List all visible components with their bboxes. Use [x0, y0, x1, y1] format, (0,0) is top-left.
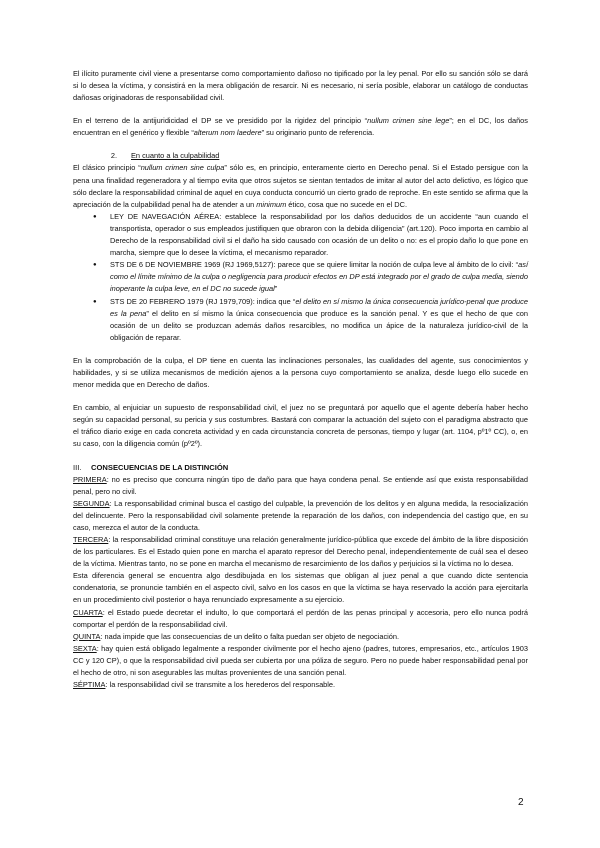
consequence-cuarta: CUARTA: el Estado puede decretar el indulto, lo que comportará el perdón de las penas principal y accesoria, pero ello nunca podrá comportar el perdón de la responsabilidad civil.	[73, 607, 528, 629]
consequence-quinta: QUINTA: nada impide que las consecuencias de un delito o falta puedan ser objeto de negociación.	[73, 631, 400, 641]
section-title: En cuanto a la culpabilidad	[131, 151, 220, 161]
consequence-tercera: TERCERA: la responsabilidad criminal constituye una relación generalmente jurídico-pública que excede del ámbito de la libre disposición de los particulares. Es el Estado quien pone en marcha el aparato represor del Derecho penal, independientemente de cuál sea el deseo de la víctima. Mientras tanto, no se pone en marcha el mecanismo de resarcimiento de los daños y perjuicios si la víctima no lo desea.	[73, 535, 528, 569]
section-heading-consecuencias	[73, 462, 528, 474]
page-number: 2	[518, 797, 524, 808]
consequence-segunda: SEGUNDA: La responsabilidad criminal busca el castigo del culpable, la prevención de los delitos y en alguna medida, la resocialización del delincuente. Pero la responsabilidad civil solamente pretende la reparación de los daños, con independencia del castigo que, en su caso, merezca el autor de la conducta.	[73, 498, 528, 532]
paragraph-ilicito-civil: El ilícito puramente civil viene a presentarse como comportamiento dañoso no tipificado por la ley penal. Por ello su sanción sólo se dará si lo desea la víctima, y consistirá en la mera obligación de resarcir. Ni es necesario, ni sería posible, elaborar un catálogo de conductas dañosas originadoras de responsabilidad civil.	[73, 69, 528, 103]
section-number: III.	[73, 462, 82, 472]
paragraph-comprobacion-culpa: En la comprobación de la culpa, el DP tiene en cuenta las inclinaciones personales, las cualidades del agente, sus conocimientos y habilidades, y si se utiliza mecanismos de medición ajenos a la persona cuyo comportamiento se analiza, desde luego ello sucede en menor medida que en Derecho de daños.	[73, 355, 528, 390]
list-item: ● LEY DE NAVEGACIÓN AÉREA: establece la responsabilidad por los daños deducidos de un accidente “aun cuando el transportista, operador o sus empleados justifiquen que obraron con la debida diligencia” (art.120). Poco importa en cambio al Derecho de la responsabilidad civil si el daño ha sido causado con ocasión de un delito o no: es el propio daño lo que pone en marcha, siempre que lo desee la víctima, el mecanismo reparador.	[73, 211, 528, 259]
consequence-sexta: SEXTA: hay quien está obligado legalmente a responder civilmente por el hecho ajeno (padres, tutores, empresarios, etc., artículos 1903 CC y 120 CP), o que la responsabilidad civil pueda ser cubierta por una póliza de seguro. Pero no puede haber responsabilidad penal por el hecho de otro, ni son asegurables las multas provenientes de una sanción penal.	[73, 643, 528, 678]
paragraph-antijuridicidad: En el terreno de la antijuridicidad el DP se ve presidido por la rigidez del principio “nullum crimen sine lege”; en el DC, los daños encuentran en el genérico y flexible “alterum nom laedere” su originario punto de referencia.	[73, 116, 528, 138]
consequence-septima: SÉPTIMA: la responsabilidad civil se transmite a los herederos del responsable.	[73, 680, 336, 690]
paragraph-juez-civil: En cambio, al enjuiciar un supuesto de responsabilidad civil, el juez no se preguntará por aquello que el agente debería haber hecho según su capacidad personal, su pericia y sus costumbres. Bastará con comparar la actuación del sujeto con el paradigma abstracto que el tráfico diario exige en cada concreta actividad y en cada circunstancia concreta de personas, tiempo y lugar (art. 1104, pº1º CC), o, en su caso, con la diligencia común (pº2º).	[73, 403, 528, 449]
list-item: ● STS DE 20 FEBRERO 1979 (RJ 1979,709): indica que “el delito en sí mismo la única consecuencia jurídico-penal que produce es la pena” el delito en sí mismo la única consecuencia que produce es la sanción penal. Y es que el hecho de que con ocasión de un delito se produzcan además daños resarcibles, no modifica un ápice de la naturaleza jurídico-civil de la obligación de reparar.	[73, 296, 528, 344]
section-heading-culpabilidad	[73, 150, 528, 162]
list-item: ● STS DE 6 DE NOVIEMBRE 1969 (RJ 1969,5127): parece que se quiere limitar la noción de culpa leve al ámbito de lo civil: “así como el límite mínimo de la culpa o negligencia para producir efectos en DP está integrado por el grado de culpa media, siendo inoperante la culpa leve, en el DC no sucede igual”	[73, 259, 528, 295]
document-page	[73, 68, 528, 691]
paragraph-principio-culpa: El clásico principio “nullum crimen sine culpa” sólo es, en principio, enteramente cierto en Derecho penal. Si el Estado persigue con la pena una finalidad regeneradora y al tiempo evita que otros sujetos se sientan tentados de imitar al autor del acto delictivo, es lógico que sólo declare la responsabilidad criminal de aquel en cuya conducta concurrió un cierto grado de reproche. En este sentido se afirma que la apreciación de la culpabilidad penal ha de atender a un minimum ético, cosa que no sucede en el DC.	[73, 163, 528, 209]
consequence-primera: PRIMERA: no es preciso que concurra ningún tipo de daño para que haya condena penal. Se entiende así que exista responsabilidad penal, pero no civil.	[73, 474, 528, 496]
section-number: 2.	[110, 151, 117, 161]
section-title: CONSECUENCIAS DE LA DISTINCIÓN	[91, 462, 229, 472]
jurisprudence-list	[73, 211, 528, 344]
paragraph-diferencia-general: Esta diferencia general se encuentra algo desdibujada en los sistemas que obligan al juez penal a que cuando dicte sentencia condenatoria, se pronuncie también en el aspecto civil, salvo en los casos en que la víctima se haya reservado la acción para ejercitarla en un procedimiento civil posterior o haya renunciado expresamente a su ejercicio.	[73, 571, 528, 605]
